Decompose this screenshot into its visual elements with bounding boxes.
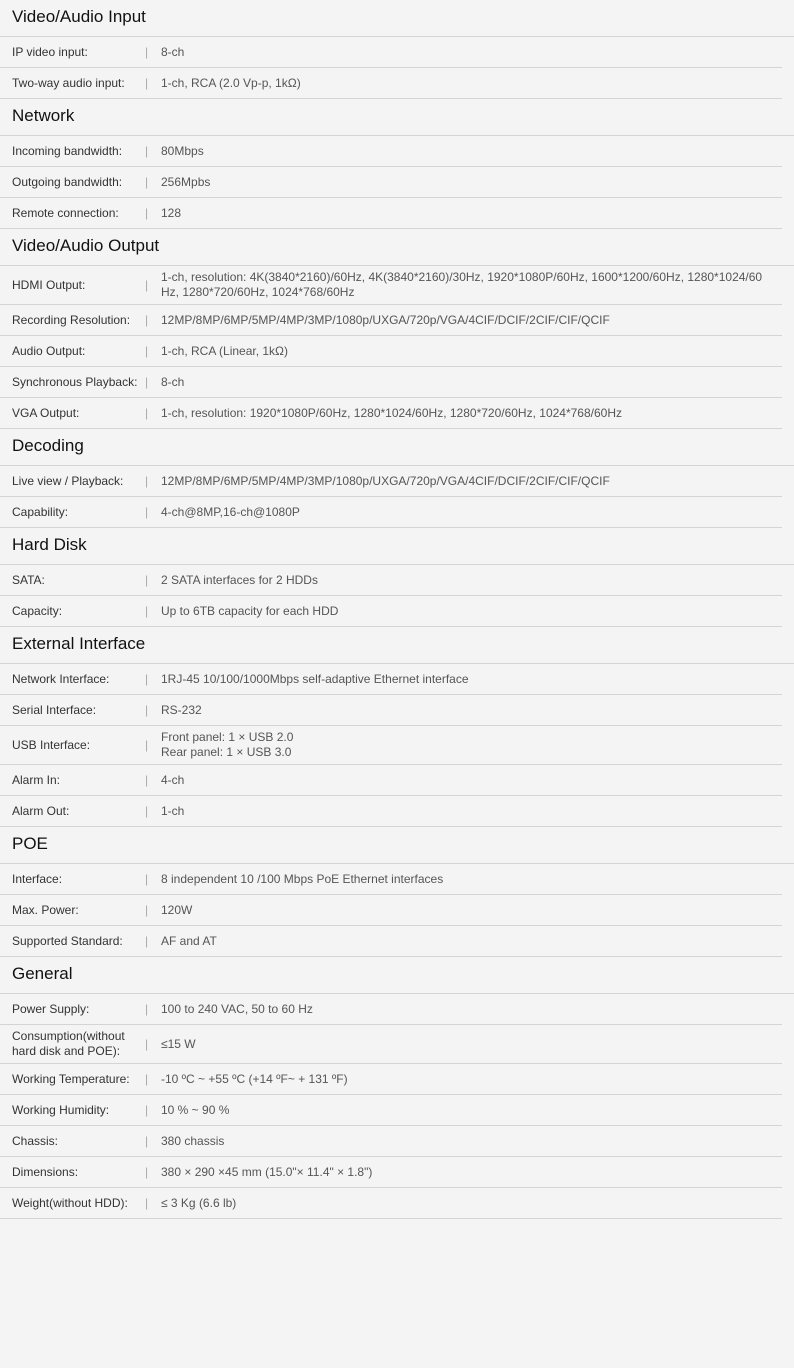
spec-value	[161, 313, 782, 328]
spec-label: Two-way audio input:	[12, 75, 125, 90]
separator: |	[145, 603, 149, 618]
spec-value	[161, 1165, 782, 1180]
separator: |	[145, 473, 149, 488]
separator: |	[145, 143, 149, 158]
spec-value	[161, 1037, 782, 1052]
spec-row	[0, 895, 782, 926]
spec-label: Audio Output:	[12, 343, 86, 358]
spec-row	[0, 926, 782, 957]
spec-label: Capacity:	[12, 603, 63, 618]
spec-row	[0, 726, 782, 765]
spec-value-line: 256Mpbs	[161, 174, 211, 189]
spec-row	[0, 398, 782, 429]
separator: |	[145, 902, 149, 917]
spec-label: Live view / Playback:	[12, 473, 124, 488]
spec-row	[0, 136, 782, 167]
spec-row	[0, 664, 782, 695]
separator: |	[145, 702, 149, 717]
spec-row	[0, 994, 782, 1025]
spec-value-line: 1-ch, RCA (Linear, 1kΩ)	[161, 343, 289, 358]
spec-row	[0, 864, 782, 895]
spec-value	[161, 344, 782, 359]
spec-value	[161, 474, 782, 489]
spec-row	[0, 565, 782, 596]
spec-label: Network Interface:	[12, 671, 110, 686]
spec-value	[161, 773, 782, 788]
separator: |	[145, 772, 149, 787]
spec-row	[0, 167, 782, 198]
spec-label: Remote connection:	[12, 205, 119, 220]
spec-value	[161, 604, 782, 619]
spec-label: Power Supply:	[12, 1001, 90, 1016]
spec-value-line: 128	[161, 205, 182, 220]
spec-label: VGA Output:	[12, 405, 80, 420]
spec-label: Synchronous Playback:	[12, 374, 138, 389]
section-title-external-interface: External Interface	[0, 627, 794, 664]
spec-value-line: 4-ch@8MP,16-ch@1080P	[161, 504, 300, 519]
spec-row	[0, 336, 782, 367]
spec-value-line: 8-ch	[161, 374, 185, 389]
separator: |	[145, 1133, 149, 1148]
separator: |	[145, 933, 149, 948]
spec-row	[0, 466, 782, 497]
spec-value	[161, 1134, 782, 1149]
spec-value	[161, 206, 782, 221]
section-title-general: General	[0, 957, 794, 994]
spec-label: Dimensions:	[12, 1164, 79, 1179]
spec-label: Working Temperature:	[12, 1071, 130, 1086]
separator: |	[145, 277, 149, 292]
spec-value	[161, 872, 782, 887]
spec-label: Weight(without HDD):	[12, 1195, 128, 1210]
spec-value-line: Front panel: 1 × USB 2.0	[161, 730, 294, 744]
spec-value-line: 8 independent 10 /100 Mbps PoE Ethernet interfaces	[161, 871, 444, 886]
spec-value	[161, 730, 782, 760]
separator: |	[145, 44, 149, 59]
spec-value	[161, 76, 782, 91]
separator: |	[145, 205, 149, 220]
spec-row	[0, 1095, 782, 1126]
spec-label: Consumption(without hard disk and POE):	[12, 1029, 125, 1058]
separator: |	[145, 1164, 149, 1179]
spec-value-line: 120W	[161, 902, 193, 917]
spec-row	[0, 37, 782, 68]
spec-value-line: ≤ 3 Kg (6.6 lb)	[161, 1195, 237, 1210]
separator: |	[145, 174, 149, 189]
spec-label: Working Humidity:	[12, 1102, 110, 1117]
spec-label: Capability:	[12, 504, 69, 519]
spec-value-line: 380 × 290 ×45 mm (15.0"× 11.4" × 1.8")	[161, 1164, 373, 1179]
spec-value-line: Up to 6TB capacity for each HDD	[161, 603, 339, 618]
spec-row	[0, 198, 782, 229]
spec-value	[161, 375, 782, 390]
section-title-network: Network	[0, 99, 794, 136]
spec-row	[0, 1126, 782, 1157]
spec-value	[161, 1103, 782, 1118]
spec-label: Supported Standard:	[12, 933, 123, 948]
section-title-hard-disk: Hard Disk	[0, 528, 794, 565]
separator: |	[145, 871, 149, 886]
spec-row	[0, 1064, 782, 1095]
section-title-decoding: Decoding	[0, 429, 794, 466]
separator: |	[145, 1195, 149, 1210]
spec-value	[161, 1002, 782, 1017]
spec-value-line: 12MP/8MP/6MP/5MP/4MP/3MP/1080p/UXGA/720p/VGA/4CIF/DCIF/2CIF/CIF/QCIF	[161, 473, 610, 488]
separator: |	[145, 1102, 149, 1117]
spec-value-line: 10 % ~ 90 %	[161, 1102, 230, 1117]
spec-row	[0, 68, 782, 99]
spec-row	[0, 695, 782, 726]
spec-value	[161, 1072, 782, 1087]
spec-row	[0, 266, 782, 305]
spec-label: Alarm Out:	[12, 803, 70, 818]
spec-value-line: 100 to 240 VAC, 50 to 60 Hz	[161, 1001, 313, 1016]
spec-value	[161, 505, 782, 520]
separator: |	[145, 405, 149, 420]
spec-value-line: AF and AT	[161, 933, 217, 948]
separator: |	[145, 803, 149, 818]
spec-row	[0, 1157, 782, 1188]
spec-value	[161, 270, 782, 300]
spec-label: Chassis:	[12, 1133, 59, 1148]
spec-label: Interface:	[12, 871, 63, 886]
spec-label: Max. Power:	[12, 902, 79, 917]
spec-row	[0, 765, 782, 796]
spec-value-line: -10 ºC ~ +55 ºC (+14 ºF~ + 131 ºF)	[161, 1071, 348, 1086]
section-title-video-audio-output: Video/Audio Output	[0, 229, 794, 266]
section-title-poe: POE	[0, 827, 794, 864]
spec-row	[0, 497, 782, 528]
spec-value-line: 4-ch	[161, 772, 185, 787]
spec-value	[161, 175, 782, 190]
spec-value	[161, 903, 782, 918]
separator: |	[145, 572, 149, 587]
spec-row	[0, 305, 782, 336]
spec-row	[0, 1188, 782, 1219]
spec-value-line: 1RJ-45 10/100/1000Mbps self-adaptive Ethernet interface	[161, 671, 469, 686]
spec-value-line: 1-ch, resolution: 4K(3840*2160)/60Hz, 4K(3840*2160)/30Hz, 1920*1080P/60Hz, 1600*1200/60Hz, 1280*1024/60	[161, 270, 763, 284]
spec-label: Outgoing bandwidth:	[12, 174, 123, 189]
spec-value	[161, 672, 782, 687]
spec-value	[161, 406, 782, 421]
spec-value-line: 8-ch	[161, 44, 185, 59]
spec-value-line: 2 SATA interfaces for 2 HDDs	[161, 572, 318, 587]
separator: |	[145, 737, 149, 752]
spec-value	[161, 45, 782, 60]
spec-value	[161, 573, 782, 588]
separator: |	[145, 1036, 149, 1051]
spec-value-line: 380 chassis	[161, 1133, 225, 1148]
spec-value-line: 1-ch	[161, 803, 185, 818]
separator: |	[145, 504, 149, 519]
spec-value-line: 80Mbps	[161, 143, 204, 158]
spec-value-line: Hz, 1280*720/60Hz, 1024*768/60Hz	[161, 285, 355, 299]
separator: |	[145, 374, 149, 389]
spec-value	[161, 144, 782, 159]
spec-label: Alarm In:	[12, 772, 61, 787]
spec-value	[161, 1196, 782, 1211]
spec-label: USB Interface:	[12, 737, 91, 752]
spec-label: IP video input:	[12, 44, 88, 59]
separator: |	[145, 1071, 149, 1086]
spec-value	[161, 703, 782, 718]
separator: |	[145, 312, 149, 327]
spec-value-line: Rear panel: 1 × USB 3.0	[161, 745, 292, 759]
spec-label: Recording Resolution:	[12, 312, 131, 327]
spec-value-line: 1-ch, resolution: 1920*1080P/60Hz, 1280*1024/60Hz, 1280*720/60Hz, 1024*768/60Hz	[161, 405, 623, 420]
spec-value	[161, 804, 782, 819]
spec-row	[0, 367, 782, 398]
spec-row	[0, 596, 782, 627]
spec-value-line: 1-ch, RCA (2.0 Vp-p, 1kΩ)	[161, 75, 301, 90]
spec-value-line: 12MP/8MP/6MP/5MP/4MP/3MP/1080p/UXGA/720p/VGA/4CIF/DCIF/2CIF/CIF/QCIF	[161, 312, 610, 327]
separator: |	[145, 343, 149, 358]
separator: |	[145, 75, 149, 90]
spec-row	[0, 796, 782, 827]
spec-label: HDMI Output:	[12, 277, 86, 292]
section-title-video-audio-input: Video/Audio Input	[0, 0, 794, 37]
spec-value-line: ≤15 W	[161, 1036, 196, 1051]
separator: |	[145, 1001, 149, 1016]
spec-value	[161, 934, 782, 949]
spec-label: Serial Interface:	[12, 702, 97, 717]
spec-label: SATA:	[12, 572, 45, 587]
spec-label: Incoming bandwidth:	[12, 143, 123, 158]
separator: |	[145, 671, 149, 686]
spec-row	[0, 1025, 782, 1064]
spec-value-line: RS-232	[161, 702, 202, 717]
